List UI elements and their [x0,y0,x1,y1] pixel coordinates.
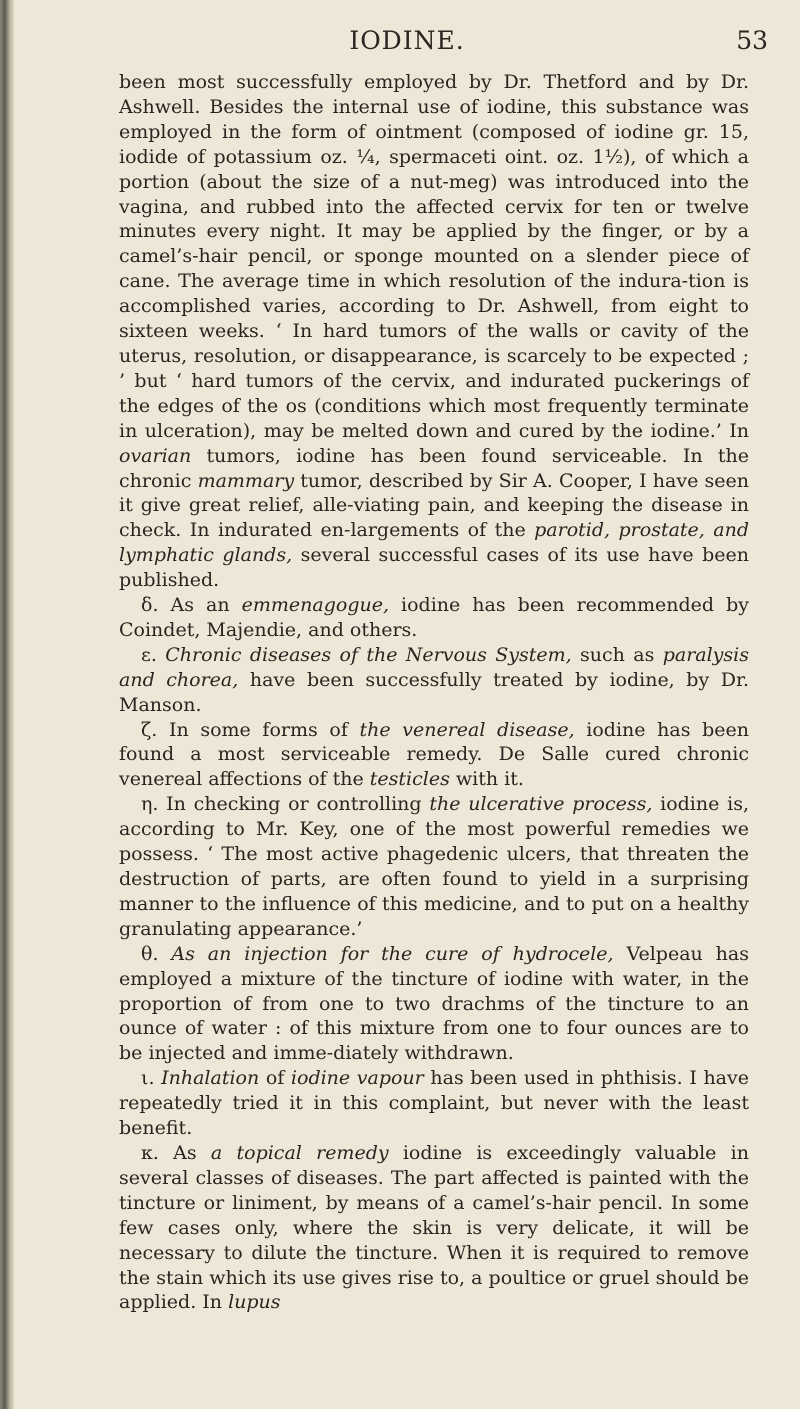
italic-text: the ulcerative process, [429,793,653,816]
italic-text: iodine vapour [290,1067,424,1090]
italic-text: Chronic diseases of the Nervous System, [165,643,572,666]
text-run: δ. As an [141,594,242,617]
running-title: IODINE. [349,26,465,55]
page-header [14,26,800,66]
paragraph [119,942,749,1067]
text-run: iodine has been recommended by Coindet, Majendie, and others. [119,594,749,641]
text-run: has been used in phthisis. I have repeatedly tried it in this complaint, but never with the least benefit. [119,1067,749,1140]
italic-text: mammary [197,469,295,492]
italic-text: testicles [369,768,450,791]
italic-text: As an injection for the cure of hydrocele, [171,942,614,965]
text-run: been most successfully employed by Dr. Thetford and by Dr. Ashwell. Besides the internal use of iodine, this substance was employed in the form of ointment (composed of iodine gr. 15, iodide of potassium oz. ¼, spermaceti oint. oz. 1½), of which a portion (about the size of a nut-meg) was introduced into the vagina, and rubbed into the affected cervix for ten or twelve minutes every night. It may be applied by the finger, or by a camel’s-hair pencil, or sponge mounted on a slender piece of cane. The average time in which resolution of the indura-tion is accomplished varies, according to Dr. Ashwell, from eight to sixteen weeks. ‘ In hard tumors of the walls or cavity of the uterus, resolution, or disappearance, is scarcely to be expected ; ’ but ‘ hard tumors of the cervix, and indurated puckerings of the edges of the os (conditions which most frequently terminate in ulceration), may be melted down and cured by the iodine.’ In [119,71,749,442]
text-run: tumor, described by Sir A. Cooper, I have seen it give great relief, alle-viating pain, and keeping the disease in check. In indurated en-largements of the [119,469,749,542]
text-run: with it. [449,768,524,791]
italic-text: paralysis and chorea, [119,643,749,691]
text-run: Velpeau has employed a mixture of the tincture of iodine with water, in the proportion of from one to two drachms of the tincture to an ounce of water : of this mixture from one to four ounces are to be injected and imme-diately withdrawn. [119,942,749,1065]
text-run: ι. [141,1067,162,1090]
text-run: such as [571,643,663,666]
book-binding-edge [0,0,14,1409]
text-run: iodine has been found a most serviceable remedy. De Salle cured chronic venereal affections of the [119,718,749,791]
italic-text: ovarian [119,444,192,467]
text-run: κ. As [141,1141,211,1164]
paragraph [119,1066,749,1141]
text-run: have been successfully treated by iodine, by Dr. Manson. [119,668,749,716]
text-run: several successful cases of its use have been published. [119,544,750,592]
paragraph [119,593,749,643]
text-run: iodine is, according to Mr. Key, one of the most powerful remedies we possess. ‘ The most active phagedenic ulcers, that threaten the destruction of parts, are often found to yield in a surprising manner to the influence of this medicine, and to put on a healthy granulating appearance.’ [119,793,749,940]
page-number: 53 [736,26,768,55]
text-run: ζ. In some forms of [141,718,360,741]
body-text [119,70,749,1315]
text-run: ε. [141,643,166,666]
italic-text: parotid, prostate, and lymphatic glands, [119,519,749,567]
text-run: η. In checking or controlling [141,793,430,816]
paragraph [119,643,749,718]
paragraph [119,792,749,941]
italic-text: the venereal disease, [359,718,575,741]
italic-text: Inhalation [161,1067,260,1090]
book-page [14,0,800,1409]
italic-text: lupus [228,1291,281,1314]
paragraph [119,718,749,793]
text-run: θ. [141,942,172,965]
text-run: tumors, iodine has been found serviceable. In the chronic [119,444,749,492]
text-run: of [259,1067,291,1090]
paragraph [119,70,749,593]
italic-text: emmenagogue, [241,594,389,617]
italic-text: a topical remedy [210,1141,389,1164]
text-run: iodine is exceedingly valuable in several classes of diseases. The part affected is painted with the tincture or liniment, by means of a camel’s-hair pencil. In some few cases only, where the skin is very delicate, it will be necessary to dilute the tincture. When it is required to remove the stain which its use gives rise to, a poultice or gruel should be applied. In [119,1141,749,1314]
paragraph [119,1141,749,1315]
